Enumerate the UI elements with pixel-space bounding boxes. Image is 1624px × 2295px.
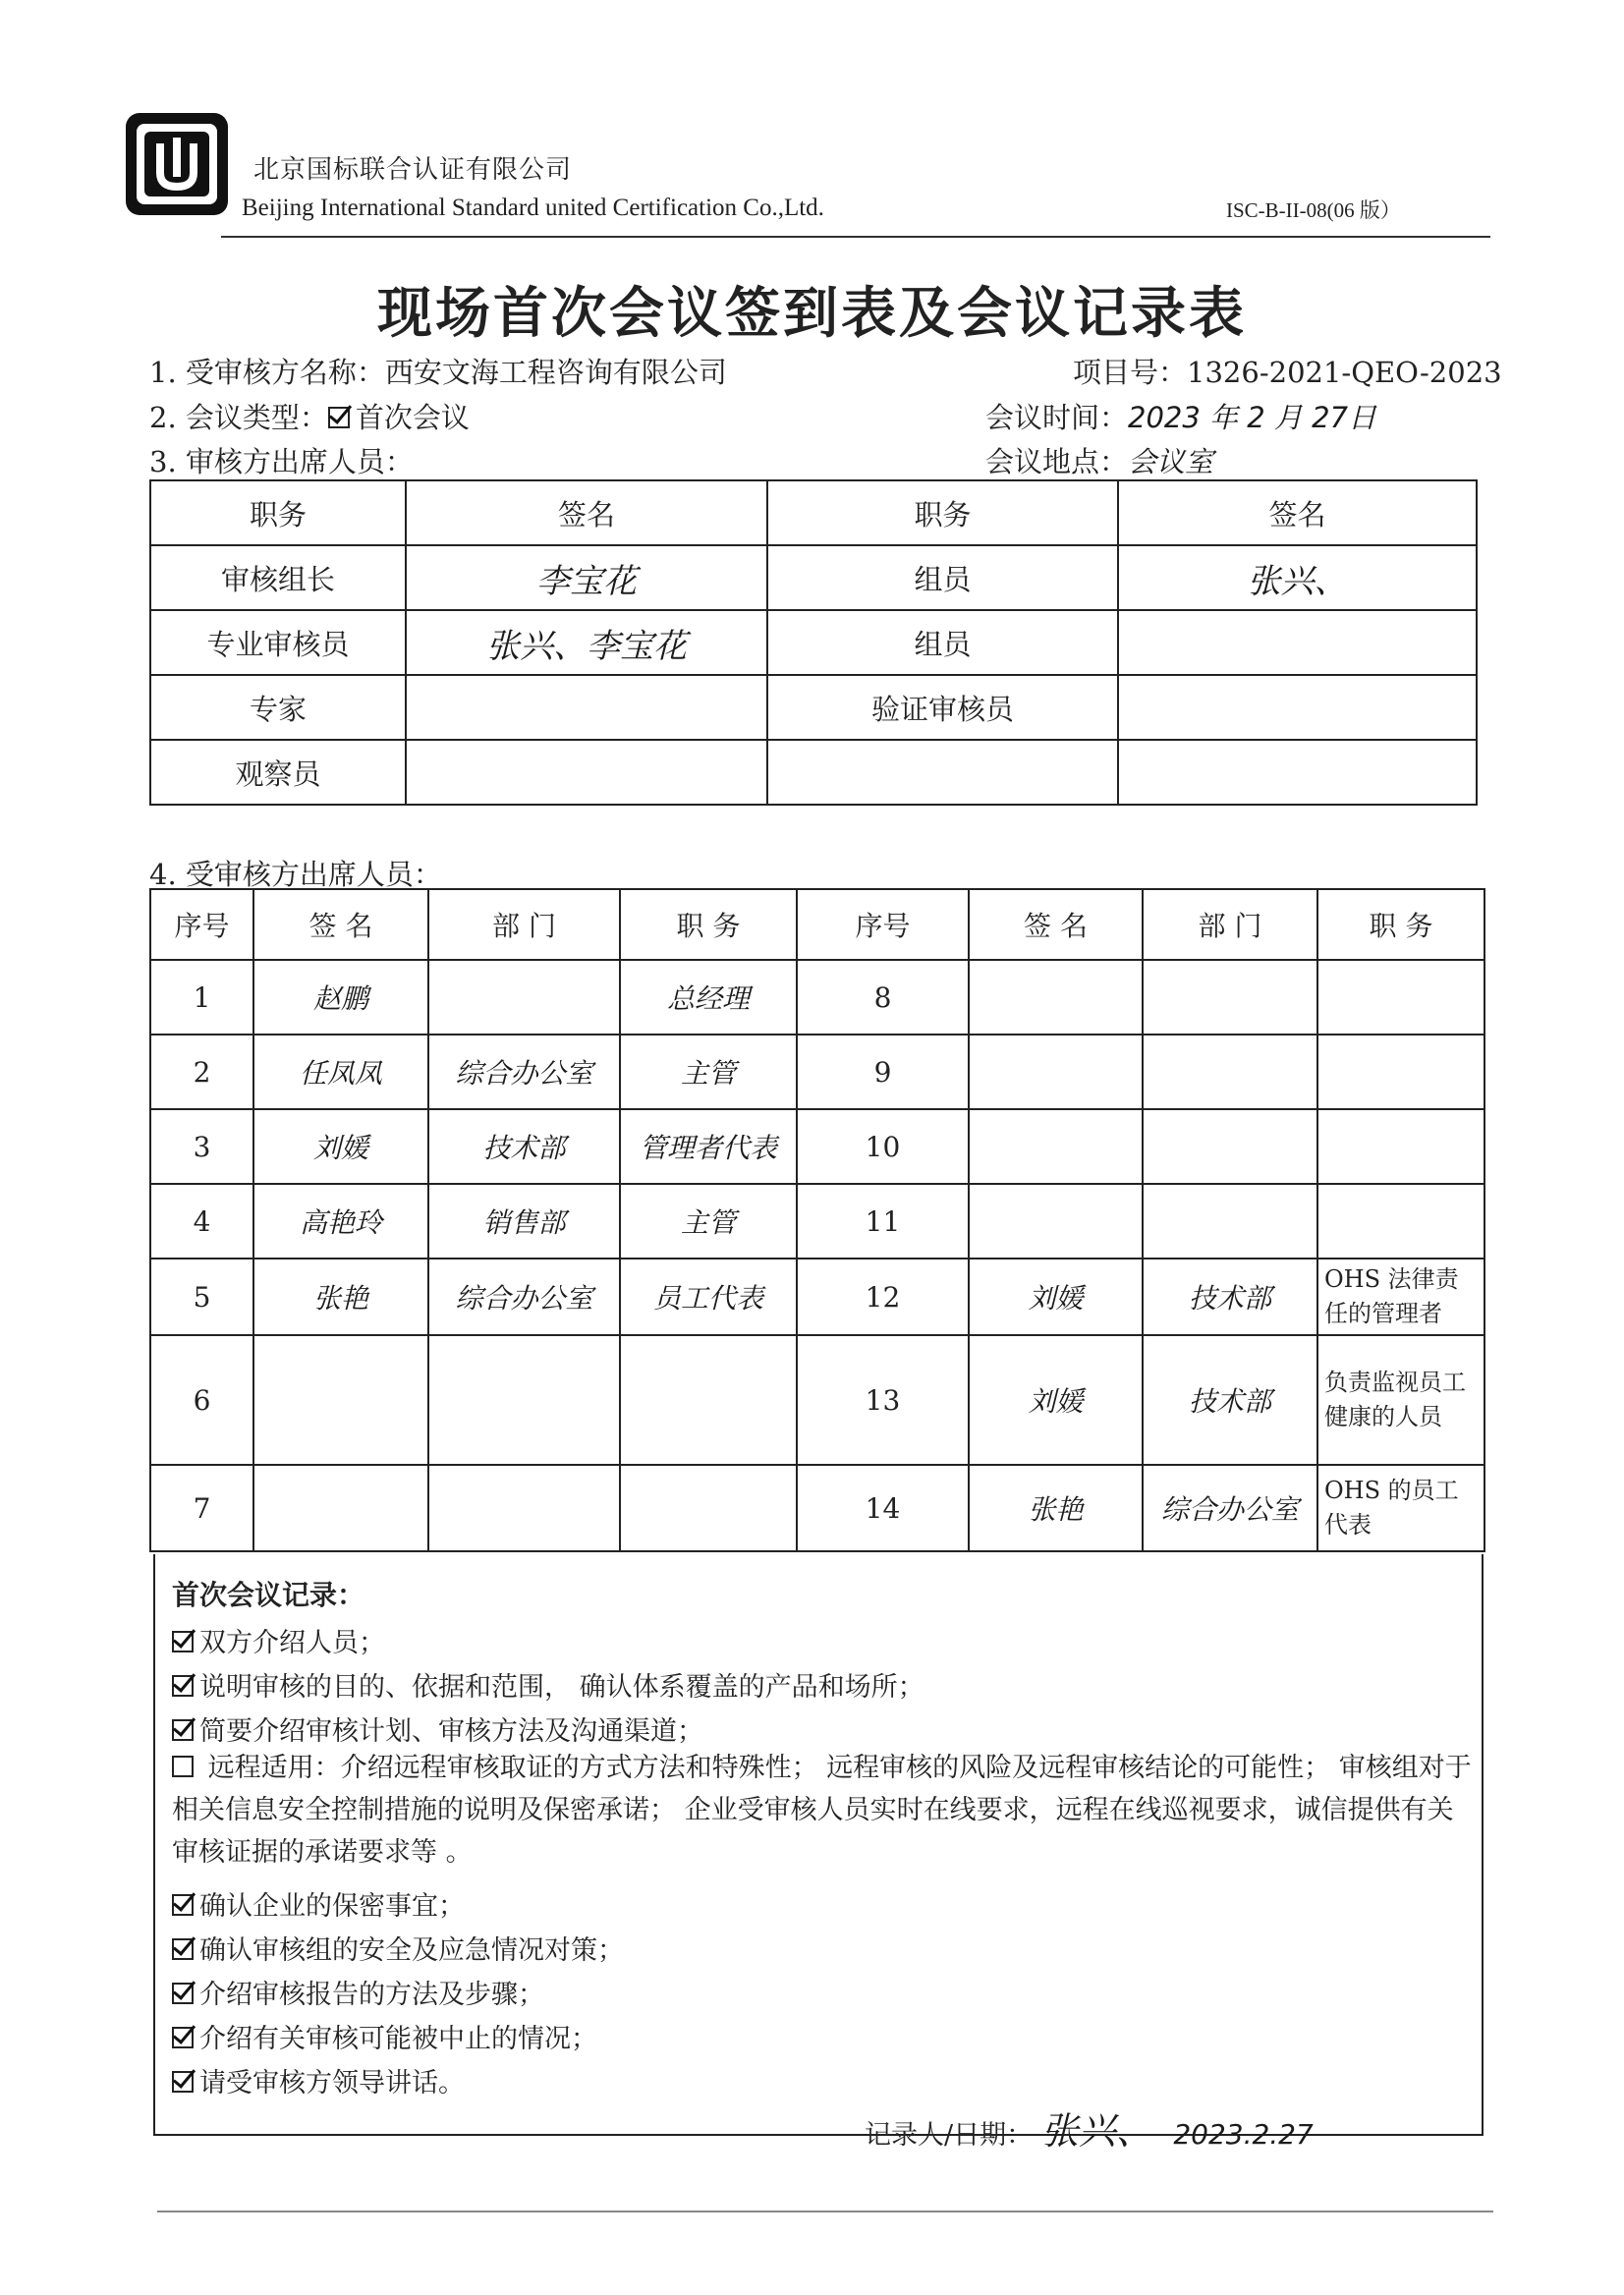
checkbox-checked-icon (172, 1675, 194, 1697)
role-cell: 专家 (150, 675, 406, 740)
checkbox-checked-icon (172, 1938, 194, 1960)
position-cell: 总经理 (620, 960, 797, 1035)
role-cell: 专业审核员 (150, 610, 406, 675)
seq-cell: 4 (150, 1184, 253, 1259)
record-item (172, 1973, 544, 2011)
table-row (150, 1465, 1484, 1551)
meeting-place-value: 会议室 (1128, 445, 1214, 478)
record-item (172, 2017, 597, 2055)
meeting-place-field (985, 440, 1213, 480)
header-cell: 序号 (150, 889, 253, 960)
seq-cell: 14 (797, 1465, 969, 1551)
checkbox-checked-icon (172, 1719, 194, 1741)
record-item-text: 双方介绍人员； (199, 1628, 385, 1658)
table-row (150, 740, 1477, 805)
position-cell: 主管 (620, 1184, 797, 1259)
table-row (150, 610, 1477, 675)
seq-cell: 7 (150, 1465, 253, 1551)
record-item (172, 2061, 465, 2099)
header-divider (221, 236, 1490, 238)
position-cell (1317, 1184, 1484, 1259)
signature-cell: 张兴、李宝花 (406, 610, 767, 675)
table-row (150, 1109, 1484, 1184)
checkbox-unchecked-icon (172, 1756, 194, 1777)
seq-cell: 6 (150, 1335, 253, 1465)
signature-cell (969, 960, 1143, 1035)
record-item (172, 1747, 1474, 1874)
position-cell: OHS 的员工代表 (1317, 1465, 1484, 1551)
auditee-name-value: 西安文海工程咨询有限公司 (384, 356, 727, 389)
seq-cell: 1 (150, 960, 253, 1035)
seq-cell: 8 (797, 960, 969, 1035)
checkbox-checked-icon (172, 1631, 194, 1652)
record-item (172, 1621, 385, 1659)
signature-cell: 李宝花 (406, 545, 767, 610)
record-item-text: 远程适用：介绍远程审核取证的方式方法和特殊性； 远程审核的风险及远程审核结论的可能性； 审核组对于相关信息安全控制措施的说明及保密承诺； 企业受审核人员实时在线要求，远程在线巡视要求，诚信提供有关审核证据的承诺要求等 。 (172, 1753, 1472, 1868)
table-row (150, 1335, 1484, 1465)
seq-cell: 2 (150, 1035, 253, 1109)
company-name-en: Beijing International Standard united Certification Co.,Ltd. (242, 195, 824, 221)
record-item-text: 确认审核组的安全及应急情况对策； (199, 1935, 624, 1966)
footer-divider (157, 2211, 1493, 2212)
department-cell: 技术部 (1143, 1335, 1317, 1465)
auditee-name-label: 1. 受审核方名称： (149, 356, 385, 389)
department-cell: 销售部 (428, 1184, 620, 1259)
header-cell: 签 名 (253, 889, 428, 960)
department-cell (1143, 960, 1317, 1035)
record-item-text: 介绍有关审核可能被中止的情况； (199, 2024, 597, 2054)
signature-cell: 刘媛 (253, 1109, 428, 1184)
position-cell: OHS 法律责任的管理者 (1317, 1259, 1484, 1335)
checkbox-checked-icon (172, 1983, 194, 2004)
table-header-row (150, 889, 1484, 960)
signature-cell (406, 675, 767, 740)
seq-cell: 5 (150, 1259, 253, 1335)
meeting-place-label: 会议地点： (985, 445, 1129, 478)
meeting-time-label: 会议时间： (985, 401, 1129, 434)
department-cell: 技术部 (428, 1109, 620, 1184)
signature-cell (1118, 675, 1477, 740)
table-row (150, 960, 1484, 1035)
record-item-text: 确认企业的保密事宜； (199, 1891, 465, 1922)
meeting-type-field (149, 396, 470, 436)
meeting-type-value: 首次会议 (355, 401, 470, 434)
record-item-text: 简要介绍审核计划、审核方法及沟通渠道； (199, 1716, 703, 1747)
signature-cell (969, 1184, 1143, 1259)
position-cell (1317, 960, 1484, 1035)
meeting-type-checkbox (328, 407, 350, 428)
signature-cell: 张艳 (253, 1259, 428, 1335)
table-row (150, 1184, 1484, 1259)
position-cell: 主管 (620, 1035, 797, 1109)
company-name-cn: 北京国标联合认证有限公司 (253, 155, 573, 185)
meeting-time-value: 2023 年 2 月 27日 (1128, 401, 1377, 434)
role-cell: 验证审核员 (767, 675, 1118, 740)
department-cell (1143, 1184, 1317, 1259)
header-cell: 职 务 (620, 889, 797, 960)
signature-cell (1118, 610, 1477, 675)
seq-cell: 10 (797, 1109, 969, 1184)
project-number-value: 1326-2021-QEO-2023 (1187, 356, 1502, 389)
record-item-text: 请受审核方领导讲话。 (199, 2068, 465, 2099)
auditors-attending-label: 3. 审核方出席人员： (149, 445, 414, 478)
signature-cell (969, 1035, 1143, 1109)
form-code: ISC-B-II-08(06 版） (1226, 198, 1401, 222)
recorder-signature: 张兴、 (1040, 2109, 1153, 2153)
isc-logo-icon (123, 110, 231, 218)
table-header-row (150, 480, 1477, 545)
header-cell: 职务 (150, 480, 406, 545)
role-cell: 组员 (767, 545, 1118, 610)
checkbox-checked-icon (172, 2027, 194, 2048)
signature-cell (253, 1335, 428, 1465)
record-item (172, 1884, 465, 1923)
project-number-label: 项目号： (1073, 356, 1188, 389)
recorder-date: 2023.2.27 (1173, 2118, 1314, 2151)
department-cell: 技术部 (1143, 1259, 1317, 1335)
signature-cell: 刘媛 (969, 1259, 1143, 1335)
seq-cell: 13 (797, 1335, 969, 1465)
role-cell (767, 740, 1118, 805)
position-cell (620, 1335, 797, 1465)
position-cell (1317, 1035, 1484, 1109)
signature-cell: 张艳 (969, 1465, 1143, 1551)
position-cell: 管理者代表 (620, 1109, 797, 1184)
record-item (172, 1929, 624, 1967)
table-row (150, 1259, 1484, 1335)
auditee-attending-label: 4. 受审核方出席人员： (149, 858, 442, 891)
header-cell: 签 名 (969, 889, 1143, 960)
department-cell: 综合办公室 (428, 1035, 620, 1109)
recorder-label: 记录人/日期： (865, 2120, 1034, 2151)
header-cell: 职 务 (1317, 889, 1484, 960)
record-item (172, 1709, 703, 1748)
department-cell (428, 960, 620, 1035)
department-cell (1143, 1035, 1317, 1109)
seq-cell: 9 (797, 1035, 969, 1109)
signature-cell: 高艳玲 (253, 1184, 428, 1259)
page-title: 现场首次会议签到表及会议记录表 (377, 281, 1247, 346)
header-cell: 部 门 (428, 889, 620, 960)
position-cell: 员工代表 (620, 1259, 797, 1335)
table-row (150, 545, 1477, 610)
signature-cell: 刘媛 (969, 1335, 1143, 1465)
signature-cell (406, 740, 767, 805)
role-cell: 组员 (767, 610, 1118, 675)
seq-cell: 11 (797, 1184, 969, 1259)
position-cell: 负责监视员工健康的人员 (1317, 1335, 1484, 1465)
department-cell (428, 1465, 620, 1551)
record-item-text: 介绍审核报告的方法及步骤； (199, 1980, 544, 2010)
signature-cell: 任凤凤 (253, 1035, 428, 1109)
record-item (172, 1665, 924, 1704)
signature-cell (1118, 740, 1477, 805)
department-cell (428, 1335, 620, 1465)
meeting-record-title: 首次会议记录： (172, 1579, 365, 1611)
table-row (150, 675, 1477, 740)
auditor-attendance-table (149, 479, 1478, 806)
record-item-text: 说明审核的目的、依据和范围， 确认体系覆盖的产品和场所； (199, 1672, 924, 1703)
seq-cell: 3 (150, 1109, 253, 1184)
signature-cell: 张兴、 (1118, 545, 1477, 610)
department-cell: 综合办公室 (1143, 1465, 1317, 1551)
department-cell: 综合办公室 (428, 1259, 620, 1335)
position-cell (620, 1465, 797, 1551)
role-cell: 审核组长 (150, 545, 406, 610)
table-row (150, 1035, 1484, 1109)
position-cell (1317, 1109, 1484, 1184)
auditee-attendance-table (149, 888, 1485, 1552)
department-cell (1143, 1109, 1317, 1184)
checkbox-checked-icon (172, 2071, 194, 2093)
signature-cell (969, 1109, 1143, 1184)
header-cell: 职务 (767, 480, 1118, 545)
meeting-time-field (985, 396, 1376, 436)
header-cell: 序号 (797, 889, 969, 960)
meeting-type-label: 2. 会议类型： (149, 401, 328, 434)
recorder-field (865, 2100, 1314, 2155)
role-cell: 观察员 (150, 740, 406, 805)
header-cell: 签名 (406, 480, 767, 545)
header-cell: 签名 (1118, 480, 1477, 545)
seq-cell: 12 (797, 1259, 969, 1335)
auditee-name-field (149, 351, 727, 391)
checkbox-checked-icon (172, 1894, 194, 1916)
signature-cell (253, 1465, 428, 1551)
header-cell: 部 门 (1143, 889, 1317, 960)
project-number-field (1073, 351, 1502, 391)
signature-cell: 赵鹏 (253, 960, 428, 1035)
